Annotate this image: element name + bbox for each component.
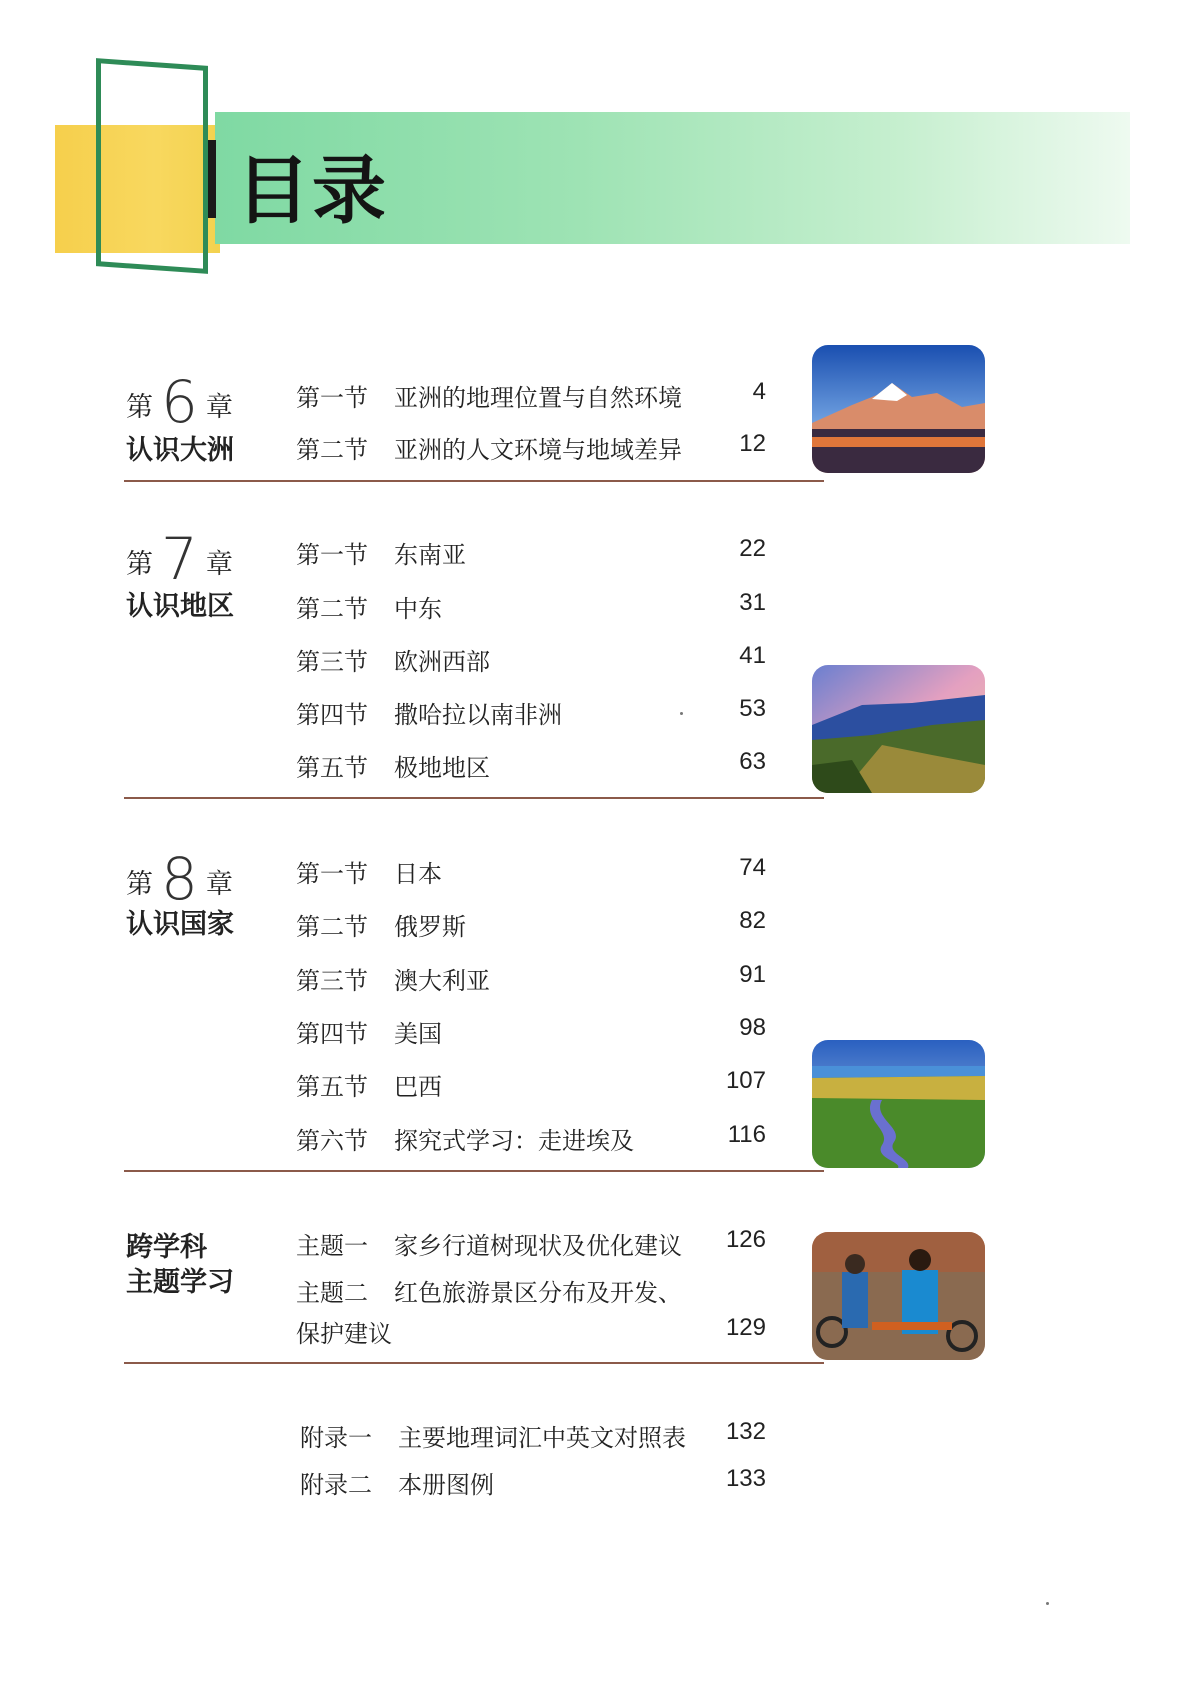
section-label: 第五节	[296, 1073, 368, 1101]
page-number: 126	[725, 1226, 766, 1253]
chapter-7-label	[126, 525, 233, 593]
section-label: 第五节	[296, 754, 368, 782]
page-number: 132	[725, 1418, 766, 1445]
toc-entry[interactable]	[300, 1418, 770, 1458]
chapter-suffix: 章	[205, 392, 233, 423]
section-title: 俄罗斯	[394, 913, 466, 941]
topic-title-continued: 保护建议	[296, 1320, 392, 1348]
chapter-number: 6	[161, 368, 198, 436]
section-label: 第四节	[296, 701, 368, 729]
chapter-divider	[124, 480, 824, 482]
terraced-valley-photo	[812, 665, 985, 793]
chapter-divider	[124, 797, 824, 799]
page-number: 63	[739, 748, 766, 775]
section-title: 探究式学习：走进埃及	[394, 1127, 634, 1155]
topic-title: 家乡行道树现状及优化建议	[394, 1232, 682, 1260]
section-divider	[124, 1362, 824, 1364]
section-label: 第四节	[296, 1020, 368, 1048]
cross-subject-name-line1: 跨学科	[126, 1232, 207, 1263]
section-title: 撒哈拉以南非洲	[394, 701, 562, 729]
section-title: 极地地区	[394, 754, 490, 782]
river-plain-photo	[812, 1040, 985, 1168]
toc-entry[interactable]	[296, 961, 766, 1001]
toc-entry[interactable]	[296, 430, 766, 470]
appendix-title: 本册图例	[398, 1471, 494, 1499]
toc-entry[interactable]	[296, 378, 766, 418]
toc-entry[interactable]	[296, 1121, 766, 1161]
topic-title: 红色旅游景区分布及开发、	[394, 1279, 682, 1307]
chapter-8-name: 认识国家	[126, 909, 234, 940]
title-accent-bar	[208, 140, 216, 218]
chapter-prefix: 第	[126, 869, 153, 900]
cross-subject-name-line2: 主题学习	[126, 1267, 234, 1298]
toc-entry[interactable]	[296, 535, 766, 575]
section-title: 亚洲的地理位置与自然环境	[394, 384, 682, 412]
section-label: 第六节	[296, 1127, 368, 1155]
chapter-6-name: 认识大洲	[126, 435, 234, 466]
toc-entry[interactable]	[296, 1226, 766, 1266]
topic-label: 主题二	[296, 1279, 368, 1307]
section-title: 亚洲的人文环境与地域差异	[394, 436, 682, 464]
appendix-label: 附录二	[300, 1471, 372, 1499]
page-number: 129	[725, 1314, 766, 1341]
page-number: 22	[739, 535, 766, 562]
toc-entry[interactable]	[296, 589, 766, 629]
page-number: 116	[727, 1121, 766, 1148]
section-title: 巴西	[394, 1073, 442, 1101]
page-number: 4	[752, 378, 766, 405]
chapter-suffix: 章	[205, 549, 233, 580]
section-title: 美国	[394, 1020, 442, 1048]
chapter-6-label	[126, 368, 233, 436]
toc-entry[interactable]	[296, 1014, 766, 1054]
toc-entry[interactable]	[300, 1465, 770, 1505]
section-title: 日本	[394, 860, 442, 888]
chapter-prefix: 第	[126, 392, 153, 423]
chapter-number: 7	[161, 525, 198, 593]
chapter-number: 8	[161, 845, 198, 913]
chapter-7-name: 认识地区	[126, 591, 234, 622]
toc-entry[interactable]	[296, 642, 766, 682]
banner-frame	[96, 58, 208, 274]
toc-entry[interactable]	[296, 1067, 766, 1107]
toc-entry[interactable]	[296, 695, 766, 735]
mountain-photo	[812, 345, 985, 473]
page-number: 98	[739, 1014, 766, 1041]
toc-entry[interactable]	[296, 1273, 766, 1313]
section-title: 东南亚	[394, 541, 466, 569]
toc-entry[interactable]	[296, 748, 766, 788]
appendix-title: 主要地理词汇中英文对照表	[398, 1424, 686, 1452]
page-number: 41	[739, 642, 766, 669]
page-number: 133	[725, 1465, 766, 1492]
section-label: 第三节	[296, 967, 368, 995]
section-label: 第一节	[296, 541, 368, 569]
toc-entry-continued[interactable]	[296, 1314, 766, 1354]
toc-entry[interactable]	[296, 907, 766, 947]
section-label: 第一节	[296, 384, 368, 412]
chapter-prefix: 第	[126, 549, 153, 580]
page-number: 107	[725, 1067, 766, 1094]
section-label: 第一节	[296, 860, 368, 888]
page-number: 74	[739, 854, 766, 881]
topic-label: 主题一	[296, 1232, 368, 1260]
appendix-label: 附录一	[300, 1424, 372, 1452]
speck	[1046, 1602, 1049, 1605]
section-label: 第二节	[296, 913, 368, 941]
section-label: 第二节	[296, 436, 368, 464]
section-title: 中东	[394, 595, 442, 623]
section-title: 澳大利亚	[394, 967, 490, 995]
chapter-divider	[124, 1170, 824, 1172]
page-number: 53	[739, 695, 766, 722]
section-label: 第三节	[296, 648, 368, 676]
section-title: 欧洲西部	[394, 648, 490, 676]
toc-entry[interactable]	[296, 854, 766, 894]
page-number: 91	[739, 961, 766, 988]
page-number: 12	[739, 430, 766, 457]
page-number: 31	[739, 589, 766, 616]
page-number: 82	[739, 907, 766, 934]
students-cycling-photo	[812, 1232, 985, 1360]
section-label: 第二节	[296, 595, 368, 623]
chapter-suffix: 章	[205, 869, 233, 900]
speck	[680, 712, 683, 715]
page-title: 目录	[236, 148, 388, 234]
